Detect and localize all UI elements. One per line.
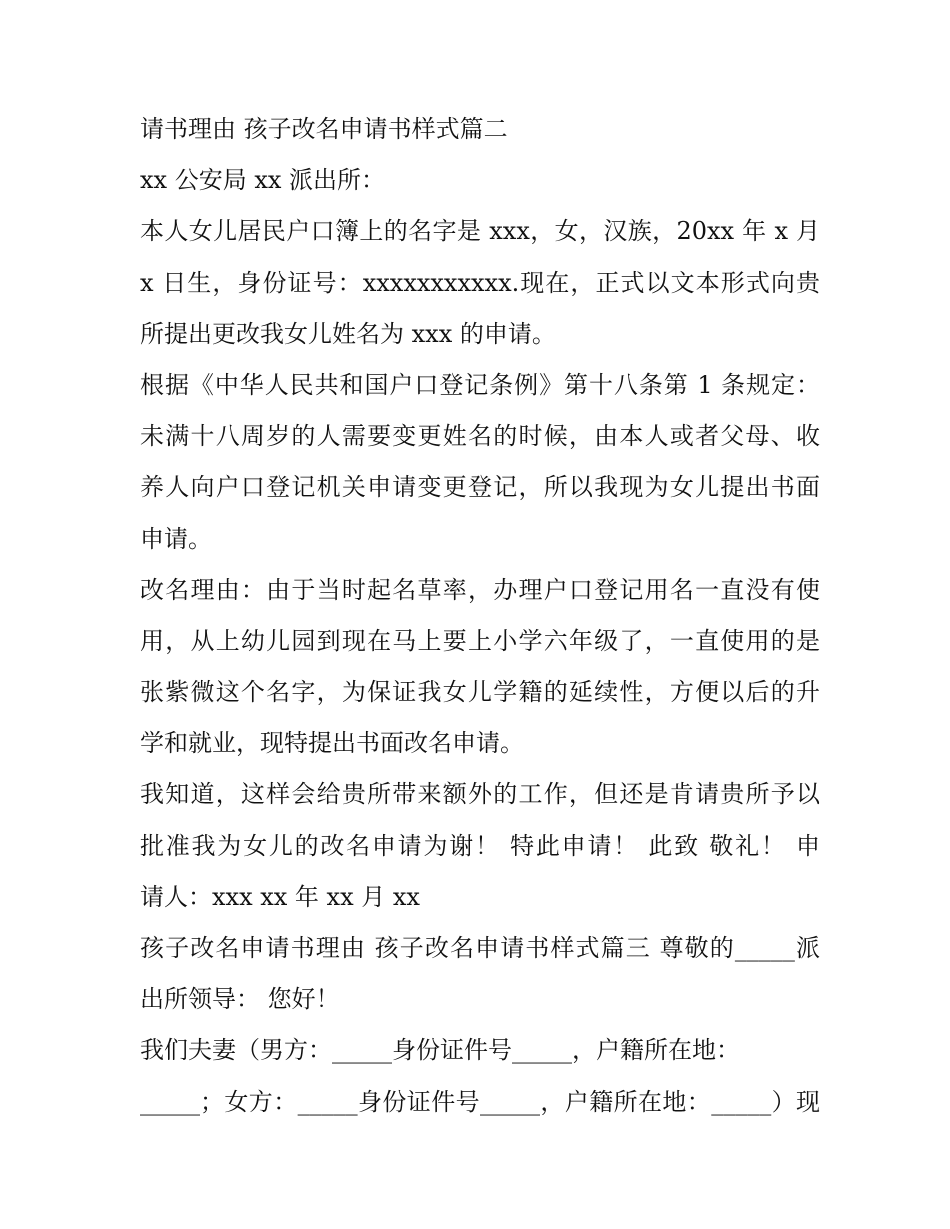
document-body (140, 104, 820, 1128)
text-line: 养人向户口登记机关申请变更登记，所以我现为女儿提出书面 (140, 473, 820, 502)
text-line: 根据《中华人民共和国户口登记条例》第十八条第 1 条规定： (140, 370, 820, 399)
text-line: 张紫微这个名字，为保证我女儿学籍的延续性，方便以后的升 (140, 678, 820, 707)
text-line: 请人：xxx xx 年 xx 月 xx (140, 882, 420, 911)
text-line: x 日生，身份证号：xxxxxxxxxxx.现在，正式以文本形式向贵 (140, 268, 820, 297)
text-line: 我知道，这样会给贵所带来额外的工作，但还是肯请贵所予以 (140, 780, 820, 809)
text-line: 我们夫妻（男方：_____身份证件号_____，户籍所在地： (140, 1036, 740, 1065)
text-line: 未满十八周岁的人需要变更姓名的时候，由本人或者父母、收 (140, 422, 820, 451)
text-line: 出所领导： 您好！ (140, 985, 340, 1014)
text-line: 本人女儿居民户口簿上的名字是 xxx，女，汉族，20xx 年 x 月 (140, 217, 820, 246)
text-line: 批准我为女儿的改名申请为谢！ 特此申请！ 此致 敬礼！ 申 (140, 831, 820, 860)
text-line: 请书理由 孩子改名申请书样式篇二 (140, 115, 508, 143)
text-line: 学和就业，现特提出书面改名申请。 (140, 729, 524, 758)
text-line: 孩子改名申请书理由 孩子改名申请书样式篇三 尊敬的_____派 (140, 934, 820, 962)
text-line: 用，从上幼儿园到现在马上要上小学六年级了，一直使用的是 (140, 626, 820, 655)
text-line: 所提出更改我女儿姓名为 xxx 的申请。 (140, 319, 556, 348)
text-line: 申请。 (140, 524, 212, 553)
text-line: _____；女方：_____身份证件号_____，户籍所在地：_____）现 (140, 1087, 820, 1116)
text-line: 改名理由：由于当时起名草率，办理户口登记用名一直没有使 (140, 575, 820, 604)
text-line: xx 公安局 xx 派出所： (140, 166, 386, 195)
